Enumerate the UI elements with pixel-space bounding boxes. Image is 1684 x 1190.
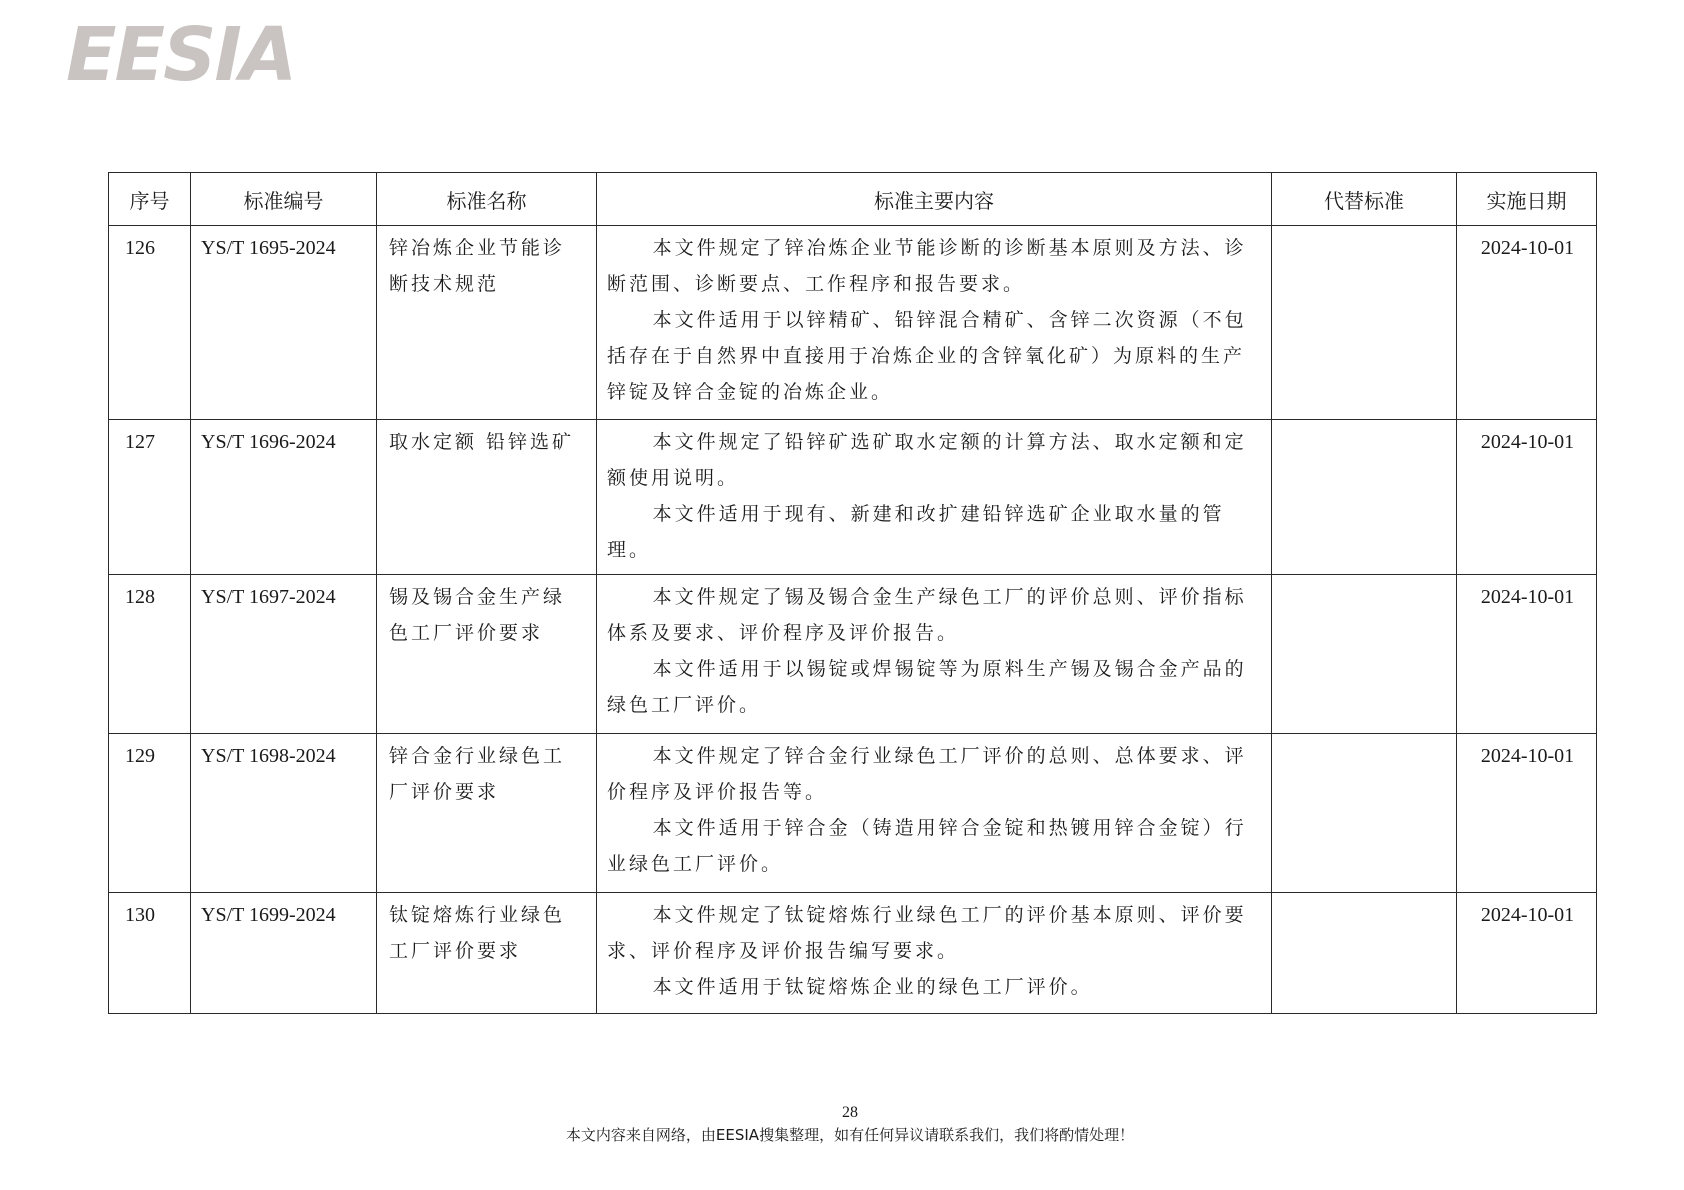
row-standard-name: 钛锭熔炼行业绿色工厂评价要求 <box>377 893 597 1014</box>
row-standard-code: YS/T 1697-2024 <box>191 575 377 734</box>
header-replaced-standard: 代替标准 <box>1272 173 1457 226</box>
row-effective-date: 2024-10-01 <box>1457 734 1597 893</box>
content-paragraph: 本文件适用于以锡锭或焊锡锭等为原料生产锡及锡合金产品的绿色工厂评价。 <box>607 658 1247 716</box>
content-paragraph: 本文件适用于钛锭熔炼企业的绿色工厂评价。 <box>652 976 1093 998</box>
row-main-content <box>597 734 1272 893</box>
standards-table <box>108 172 1597 1014</box>
row-standard-name: 锌冶炼企业节能诊断技术规范 <box>377 226 597 420</box>
table-row <box>109 575 1597 734</box>
content-paragraph: 本文件规定了锌合金行业绿色工厂评价的总则、总体要求、评价程序及评价报告等。 <box>607 745 1247 803</box>
row-effective-date: 2024-10-01 <box>1457 226 1597 420</box>
header-effective-date: 实施日期 <box>1457 173 1597 226</box>
eesia-logo: EESIA <box>66 12 296 98</box>
footer-disclaimer: 本文内容来自网络，由EESIA搜集整理，如有任何异议请联系我们，我们将酌情处理！ <box>565 1126 1135 1144</box>
content-paragraph: 本文件规定了锌冶炼企业节能诊断的诊断基本原则及方法、诊断范围、诊断要点、工作程序和报告要求。 <box>607 237 1247 295</box>
row-replaced-standard <box>1272 734 1457 893</box>
row-serial-number: 130 <box>109 893 191 1014</box>
content-paragraph: 本文件适用于以锌精矿、铅锌混合精矿、含锌二次资源（不包括存在于自然界中直接用于冶炼企业的含锌氧化矿）为原料的生产锌锭及锌合金锭的冶炼企业。 <box>607 309 1247 403</box>
row-standard-name: 锌合金行业绿色工厂评价要求 <box>377 734 597 893</box>
row-serial-number: 128 <box>109 575 191 734</box>
table-row <box>109 734 1597 893</box>
row-main-content <box>597 575 1272 734</box>
page-number: 28 <box>842 1104 858 1121</box>
row-replaced-standard <box>1272 575 1457 734</box>
row-serial-number: 127 <box>109 420 191 575</box>
table-row <box>109 420 1597 575</box>
content-paragraph: 本文件规定了铅锌矿选矿取水定额的计算方法、取水定额和定额使用说明。 <box>607 431 1247 489</box>
row-effective-date: 2024-10-01 <box>1457 575 1597 734</box>
header-standard-code: 标准编号 <box>191 173 377 226</box>
content-paragraph: 本文件适用于现有、新建和改扩建铅锌选矿企业取水量的管理。 <box>607 503 1225 561</box>
row-effective-date: 2024-10-01 <box>1457 893 1597 1014</box>
row-serial-number: 126 <box>109 226 191 420</box>
row-serial-number: 129 <box>109 734 191 893</box>
row-effective-date: 2024-10-01 <box>1457 420 1597 575</box>
row-standard-name: 锡及锡合金生产绿色工厂评价要求 <box>377 575 597 734</box>
row-standard-code: YS/T 1696-2024 <box>191 420 377 575</box>
row-standard-name: 取水定额 铅锌选矿 <box>377 420 597 575</box>
table-row <box>109 893 1597 1014</box>
content-paragraph: 本文件适用于锌合金（铸造用锌合金锭和热镀用锌合金锭）行业绿色工厂评价。 <box>607 817 1247 875</box>
row-main-content <box>597 226 1272 420</box>
content-paragraph: 本文件规定了钛锭熔炼行业绿色工厂的评价基本原则、评价要求、评价程序及评价报告编写要求。 <box>607 904 1247 962</box>
row-standard-code: YS/T 1698-2024 <box>191 734 377 893</box>
table-row <box>109 226 1597 420</box>
row-replaced-standard <box>1272 893 1457 1014</box>
header-serial-number: 序号 <box>109 173 191 226</box>
content-paragraph: 本文件规定了锡及锡合金生产绿色工厂的评价总则、评价指标体系及要求、评价程序及评价报告。 <box>607 586 1247 644</box>
row-standard-code: YS/T 1695-2024 <box>191 226 377 420</box>
table-header-row <box>109 173 1597 226</box>
row-replaced-standard <box>1272 420 1457 575</box>
header-standard-name: 标准名称 <box>377 173 597 226</box>
header-main-content: 标准主要内容 <box>597 173 1272 226</box>
row-standard-code: YS/T 1699-2024 <box>191 893 377 1014</box>
row-main-content <box>597 893 1272 1014</box>
row-replaced-standard <box>1272 226 1457 420</box>
row-main-content <box>597 420 1272 575</box>
